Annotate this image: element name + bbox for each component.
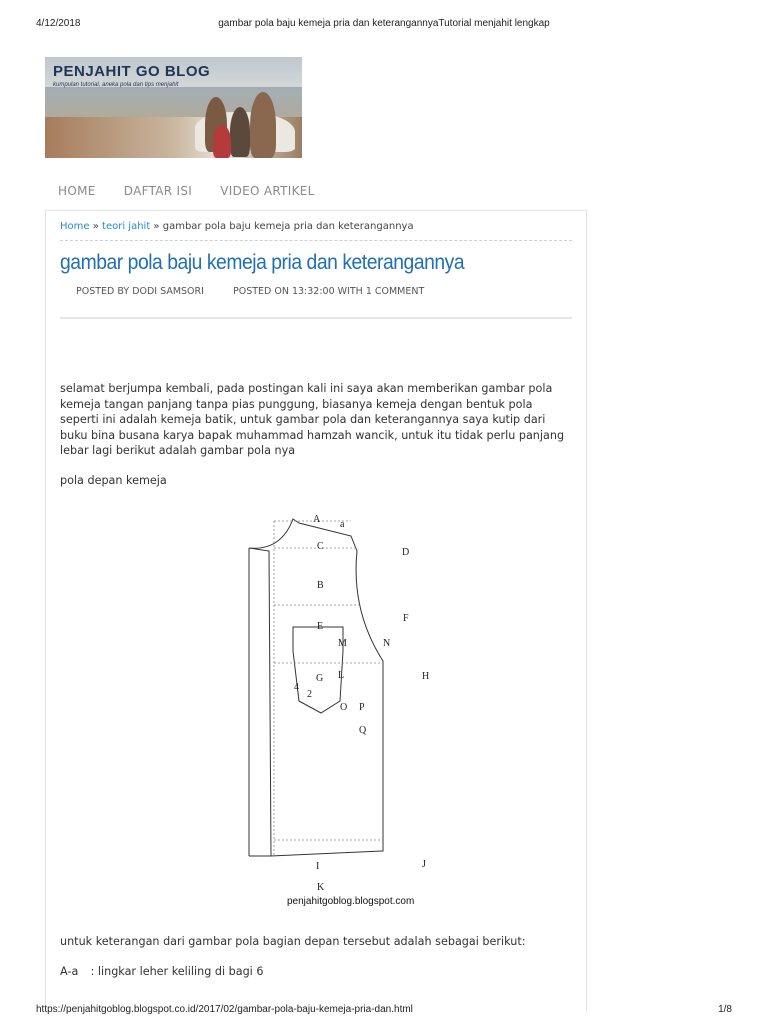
header-divider — [60, 317, 572, 319]
blog-banner[interactable] — [45, 57, 302, 158]
pattern-caption: pola depan kemeja — [60, 474, 167, 487]
explanation-intro: untuk keterangan dari gambar pola bagian depan tersebut adalah sebagai berikut: — [60, 935, 526, 948]
banner-child-figure — [250, 92, 276, 158]
post-time: POSTED ON 13:32:00 WITH 1 COMMENT — [232, 286, 425, 297]
explanation-item — [60, 965, 263, 978]
breadcrumb — [60, 221, 414, 232]
label-P: P — [359, 702, 365, 713]
breadcrumb-separator: » — [92, 221, 99, 232]
label-F: F — [403, 613, 409, 624]
label-N: N — [383, 638, 391, 649]
nav-home[interactable]: HOME — [58, 184, 96, 198]
breadcrumb-current: gambar pola baju kemeja pria dan keterangannya — [162, 221, 414, 232]
print-date: 4/12/2018 — [36, 18, 81, 29]
banner-title: PENJAHIT GO BLOG — [53, 63, 211, 80]
label-G: G — [316, 673, 324, 684]
breadcrumb-divider — [60, 240, 572, 241]
breadcrumb-category-link[interactable]: teori jahit — [102, 221, 151, 232]
label-B: B — [317, 580, 324, 591]
label-4: 4 — [294, 682, 299, 693]
breadcrumb-separator: » — [153, 221, 160, 232]
pattern-guides — [274, 521, 383, 856]
print-page-number: 1/8 — [718, 1004, 732, 1015]
banner-child-figure — [213, 125, 231, 158]
label-A: A — [313, 514, 321, 525]
intro-paragraph: selamat berjumpa kembali, pada postingan kali ini saya akan memberikan gambar pola kemeja tangan panjang tanpa pias punggung, biasanya kemeja dengan bentuk pola seperti ini adalah kemeja batik, untuk gambar pola dan keterangannya saya kutip dari buku bina busana karya bapak muhammad hamzah wancik, untuk itu tidak perlu panjang lebar lagi berikut adalah gambar pola nya — [60, 382, 565, 457]
print-title: gambar pola baju kemeja pria dan keterangannyaTutorial menjahit lengkap — [218, 18, 550, 29]
label-M: M — [338, 638, 347, 649]
label-I: I — [316, 861, 320, 872]
label-H: H — [422, 671, 430, 682]
nav-daftar-isi[interactable]: DAFTAR ISI — [123, 184, 193, 198]
pattern-watermark: penjahitgoblog.blogspot.com — [287, 896, 415, 907]
label-C: C — [317, 541, 324, 552]
post-meta — [76, 286, 450, 297]
banner-subtitle: kumpulan tutorial, aneka pola dan tips menjahit — [53, 82, 179, 88]
label-2: 2 — [307, 689, 312, 700]
explanation-item-key: A-a — [60, 965, 79, 978]
label-E: E — [317, 621, 324, 632]
print-url: https://penjahitgoblog.blogspot.co.id/2017/02/gambar-pola-baju-kemeja-pria-dan.html — [36, 1004, 413, 1015]
label-L: L — [338, 670, 345, 681]
label-O: O — [340, 702, 348, 713]
pocket-outline — [293, 627, 343, 713]
breadcrumb-home-link[interactable]: Home — [60, 221, 90, 232]
top-nav — [58, 184, 339, 198]
label-D: D — [402, 547, 410, 558]
pattern-outline — [249, 519, 383, 856]
label-a: a — [340, 519, 345, 530]
label-Q: Q — [359, 725, 367, 736]
post-title[interactable]: gambar pola baju kemeja pria dan keterangannya — [60, 251, 465, 274]
post-author: POSTED BY DODI SAMSORI — [76, 286, 204, 297]
post-card — [45, 210, 587, 1011]
nav-video-artikel[interactable]: VIDEO ARTIKEL — [220, 184, 315, 198]
explanation-item-text: : lingkar leher keliling di bagi 6 — [90, 965, 264, 978]
pattern-lines — [249, 519, 383, 856]
label-J: J — [422, 859, 426, 870]
front-shirt-pattern-diagram[interactable] — [241, 501, 441, 911]
banner-child-figure — [230, 107, 250, 157]
label-K: K — [317, 882, 325, 893]
